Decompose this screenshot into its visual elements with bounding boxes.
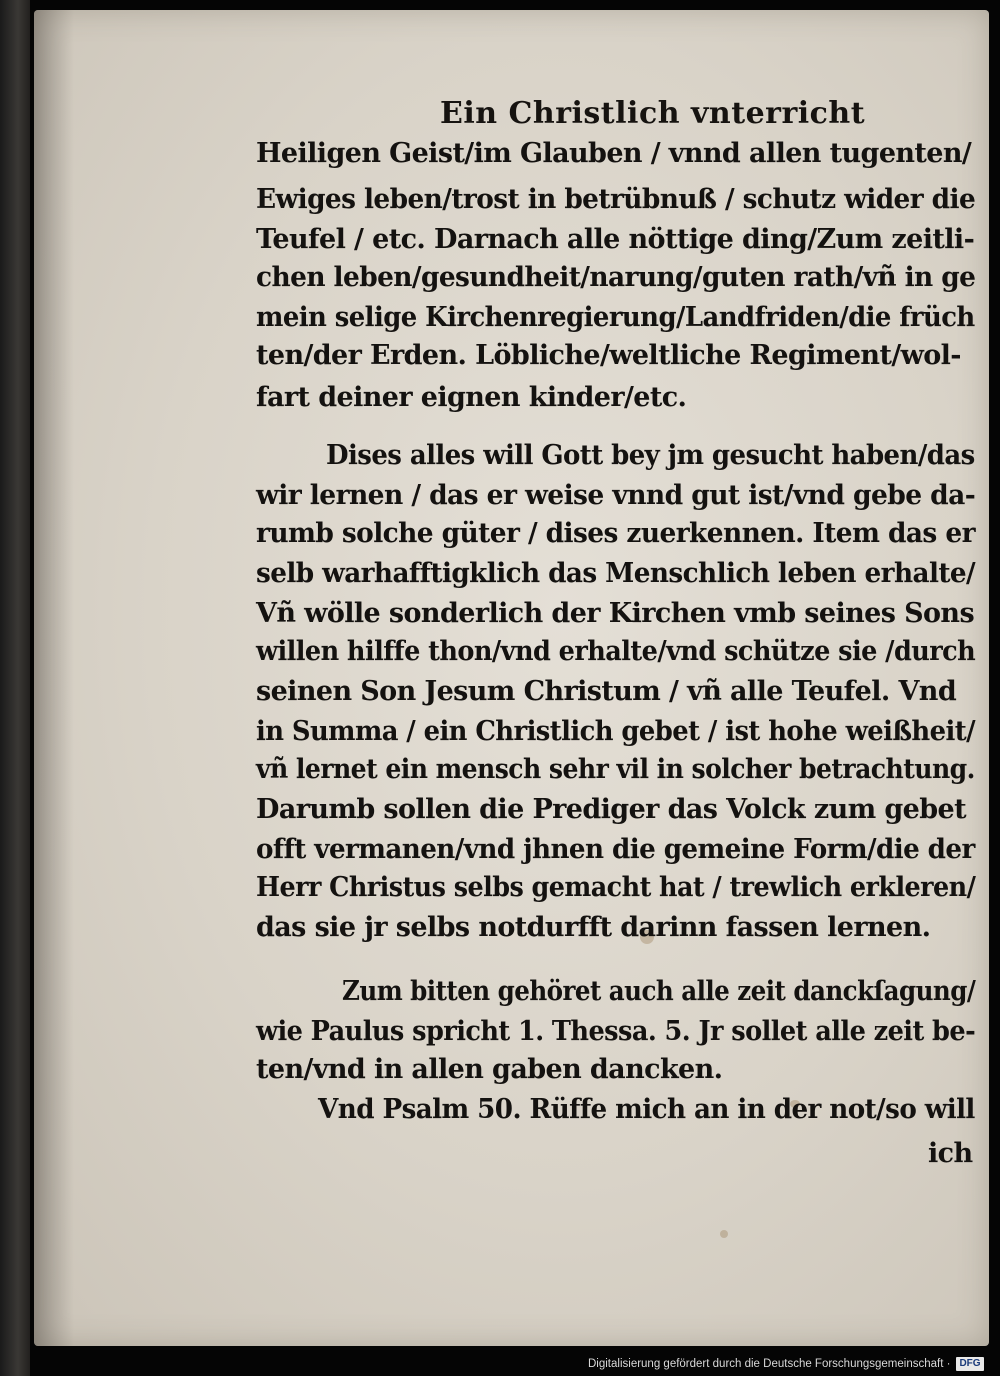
text-line: chen leben/gesundheit/narung/guten rath/vñ in ge (256, 262, 976, 293)
book-spine-edge (0, 0, 30, 1376)
text-line: Vñ wölle sonderlich der Kirchen vmb seines Sons (256, 598, 975, 629)
text-line: Teufel / etc. Darnach alle nöttige ding/Zum zeitli- (256, 224, 975, 255)
text-line: seinen Son Jesum Christum / vñ alle Teufel. Vnd (256, 676, 957, 707)
text-line: offt vermanen/vnd jhnen die gemeine Form/die der (256, 834, 975, 865)
text-line: Dises alles will Gott bey jm gesucht haben/das (326, 440, 975, 471)
text-line: wir lernen / das er weise vnnd gut ist/vnd gebe da- (256, 480, 976, 511)
running-head: Ein Christlich vnterricht (440, 96, 866, 131)
catchword: ich (928, 1138, 973, 1169)
text-line: vñ lernet ein mensch sehr vil in solcher betrachtung. (256, 754, 975, 785)
dfg-logo: DFG (956, 1357, 983, 1371)
text-line: ten/der Erden. Löbliche/weltliche Regiment/wol- (256, 340, 961, 371)
text-line: rumb solche güter / dises zuerkennen. Item das er (256, 518, 975, 549)
text-line: wie Paulus spricht 1. Thessa. 5. Jr sollet alle zeit be- (256, 1016, 976, 1047)
text-line: ten/vnd in allen gaben dancken. (256, 1054, 723, 1085)
text-line: Darumb sollen die Prediger das Volck zum gebet (256, 794, 966, 825)
text-line: Vnd Psalm 50. Rüffe mich an in der not/so will (318, 1094, 975, 1125)
text-line: Ewiges leben/trost in betrübnuß / schutz wider die (256, 184, 976, 215)
text-line: Heiligen Geist/im Glauben / vnnd allen tugenten/ (256, 138, 972, 169)
footer-text: Digitalisierung gefördert durch die Deutsche Forschungsgemeinschaft · (588, 1358, 951, 1370)
text-line: Herr Christus selbs gemacht hat / trewlich erkleren/ (256, 872, 976, 903)
text-line: Zum bitten gehöret auch alle zeit danckſagung/ (342, 976, 976, 1007)
page-gutter-shadow (34, 10, 74, 1346)
digitization-footer (588, 1355, 998, 1373)
text-line: willen hilffe thon/vnd erhalte/vnd schütze sie /durch (256, 636, 976, 667)
text-line: das sie jr selbs notdurfft darinn fassen lernen. (256, 912, 931, 943)
text-line: mein selige Kirchenregierung/Landfriden/die früch (256, 302, 975, 333)
paper-stain (720, 1230, 728, 1238)
text-line: selb warhafftigklich das Menschlich leben erhalte/ (256, 558, 976, 589)
text-line: fart deiner eignen kinder/etc. (256, 382, 687, 413)
text-line: in Summa / ein Christlich gebet / ist hohe weißheit/ (256, 716, 975, 747)
